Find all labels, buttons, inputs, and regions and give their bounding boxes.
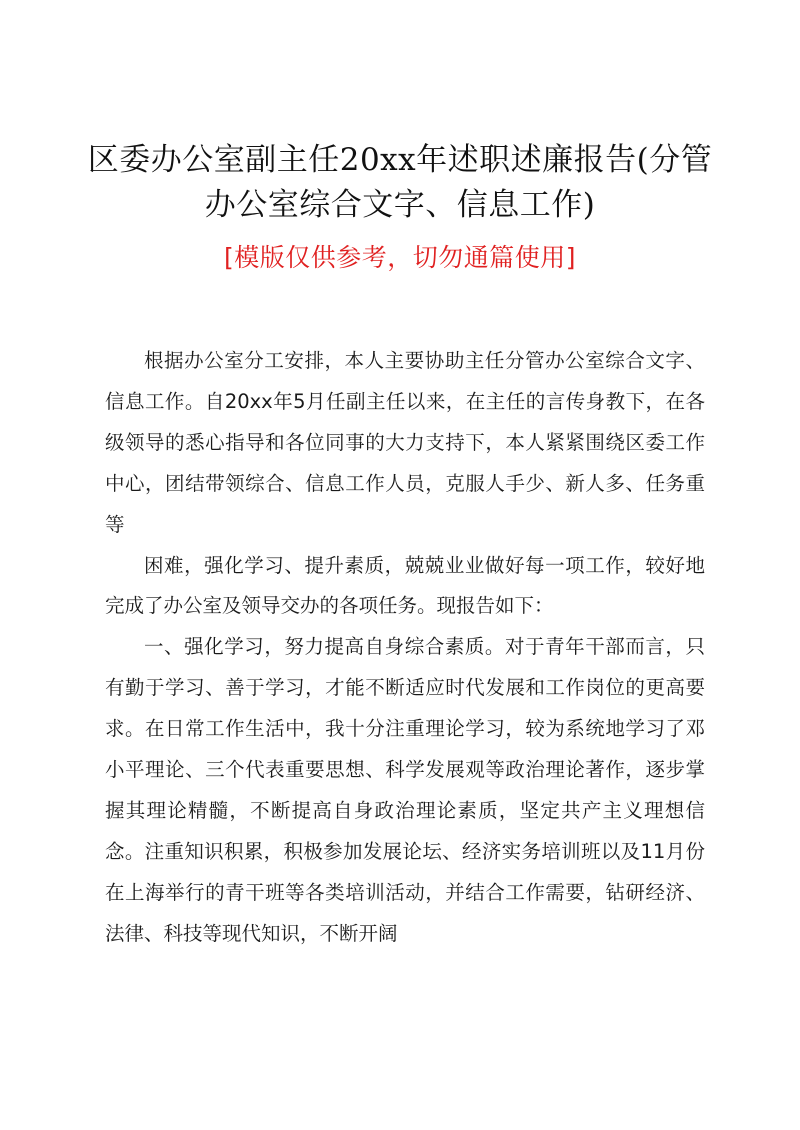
document-title-line-2: 办公室综合文字、信息工作)	[204, 187, 596, 223]
document-body	[105, 341, 705, 955]
paragraph-summary: 困难，强化学习、提升素质，兢兢业业做好每一项工作，较好地完成了办公室及领导交办的各项任务。现报告如下：	[105, 553, 705, 618]
document-title-line-1: 区委办公室副主任20xx年述职述廉报告(分管	[87, 142, 713, 178]
paragraph-section-one: 一、强化学习，努力提高自身综合素质。对于青年干部而言，只有勤于学习、善于学习，才能不断适应时代发展和工作岗位的更高要求。在日常工作生活中，我十分注重理论学习，较为系统地学习了邓小平理论、三个代表重要思想、科学发展观等政治理论著作，逐步掌握其理论精髓，不断提高自身政治理论素质，坚定共产主义理想信念。注重知识积累，积极参加发展论坛、经济实务培训班以及11月份在上海举行的青干班等各类培训活动，并结合工作需要，钻研经济、法律、科技等现代知识，不断开阔	[105, 635, 705, 945]
template-notice: [模版仅供参考，切勿通篇使用]	[223, 243, 576, 272]
paragraph-intro: 根据办公室分工安排，本人主要协助主任分管办公室综合文字、信息工作。自20xx年5月任副主任以来，在主任的言传身教下，在各级领导的悉心指导和各位同事的大力支持下，本人紧紧围绕区委工作中心，团结带领综合、信息工作人员，克服人手少、新人多、任务重等	[105, 349, 705, 536]
